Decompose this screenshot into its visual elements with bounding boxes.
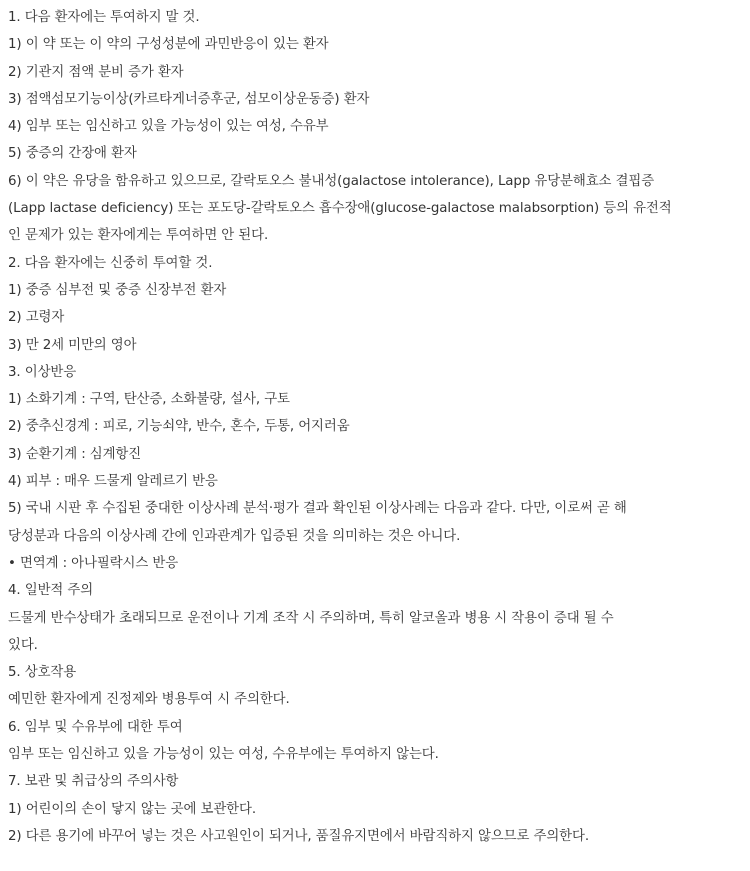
text-line: 2) 기관지 점액 분비 증가 환자: [8, 64, 184, 80]
text-line: 임부 또는 임신하고 있을 가능성이 있는 여성, 수유부에는 투여하지 않는다.: [8, 747, 439, 763]
text-line: 예민한 환자에게 진정제와 병용투여 시 주의한다.: [8, 692, 290, 708]
text-line: 1) 어린이의 손이 닿지 않는 곳에 보관한다.: [8, 801, 257, 817]
text-line: 5) 국내 시판 후 수집된 중대한 이상사례 분석·평가 결과 확인된 이상사례는 다음과 같다. 다만, 이로써 곧 해: [8, 501, 627, 517]
text-line: (Lapp lactase deficiency) 또는 포도당-갈락토오스 흡수장애(glucose-galactose malabsorption) 등의 유전적: [8, 201, 672, 217]
text-line: 4) 임부 또는 임신하고 있을 가능성이 있는 여성, 수유부: [8, 119, 329, 135]
text-line: 드물게 반수상태가 초래되므로 운전이나 기계 조작 시 주의하며, 특히 알코올과 병용 시 작용이 증대 될 수: [8, 610, 614, 626]
section-heading-pregnancy: 6. 임부 및 수유부에 대한 투여: [8, 719, 183, 735]
text-line: 3) 점액섬모기능이상(카르타게너증후군, 섬모이상운동증) 환자: [8, 91, 370, 107]
text-line: 당성분과 다음의 이상사례 간에 인과관계가 입증된 것을 의미하는 것은 아니다.: [8, 528, 461, 544]
text-line: 5) 중증의 간장애 환자: [8, 146, 137, 162]
bullet-item: • 면역계 : 아나필락시스 반응: [8, 555, 179, 571]
text-line: 4) 피부 : 매우 드물게 알레르기 반응: [8, 474, 218, 490]
text-line: 3) 만 2세 미만의 영아: [8, 337, 137, 353]
section-heading-general-precautions: 4. 일반적 주의: [8, 583, 94, 599]
text-line: 2) 다른 용기에 바꾸어 넣는 것은 사고원인이 되거나, 품질유지면에서 바람직하지 않으므로 주의한다.: [8, 828, 589, 844]
text-line: 1) 소화기계 : 구역, 탄산증, 소화불량, 설사, 구토: [8, 392, 290, 408]
section-heading-storage: 7. 보관 및 취급상의 주의사항: [8, 774, 179, 790]
text-line: 1) 중증 심부전 및 중증 신장부전 환자: [8, 282, 227, 298]
section-heading-adverse-reactions: 3. 이상반응: [8, 364, 77, 380]
text-line: 있다.: [8, 637, 38, 653]
text-line: 2) 중추신경계 : 피로, 기능쇠약, 반수, 혼수, 두통, 어지러움: [8, 419, 350, 435]
section-heading-careful-administration: 2. 다음 환자에는 신중히 투여할 것.: [8, 255, 213, 271]
text-line: 1) 이 약 또는 이 약의 구성성분에 과민반응이 있는 환자: [8, 37, 329, 53]
section-heading-contraindications: 1. 다음 환자에는 투여하지 말 것.: [8, 10, 200, 25]
text-line: 3) 순환기계 : 심계항진: [8, 446, 142, 462]
section-heading-interactions: 5. 상호작용: [8, 665, 77, 681]
text-line: 2) 고령자: [8, 310, 65, 326]
text-line: 6) 이 약은 유당을 함유하고 있으므로, 갈락토오스 불내성(galactose intolerance), Lapp 유당분해효소 결핍증: [8, 173, 655, 189]
text-line: 인 문제가 있는 환자에게는 투여하면 안 된다.: [8, 228, 269, 244]
